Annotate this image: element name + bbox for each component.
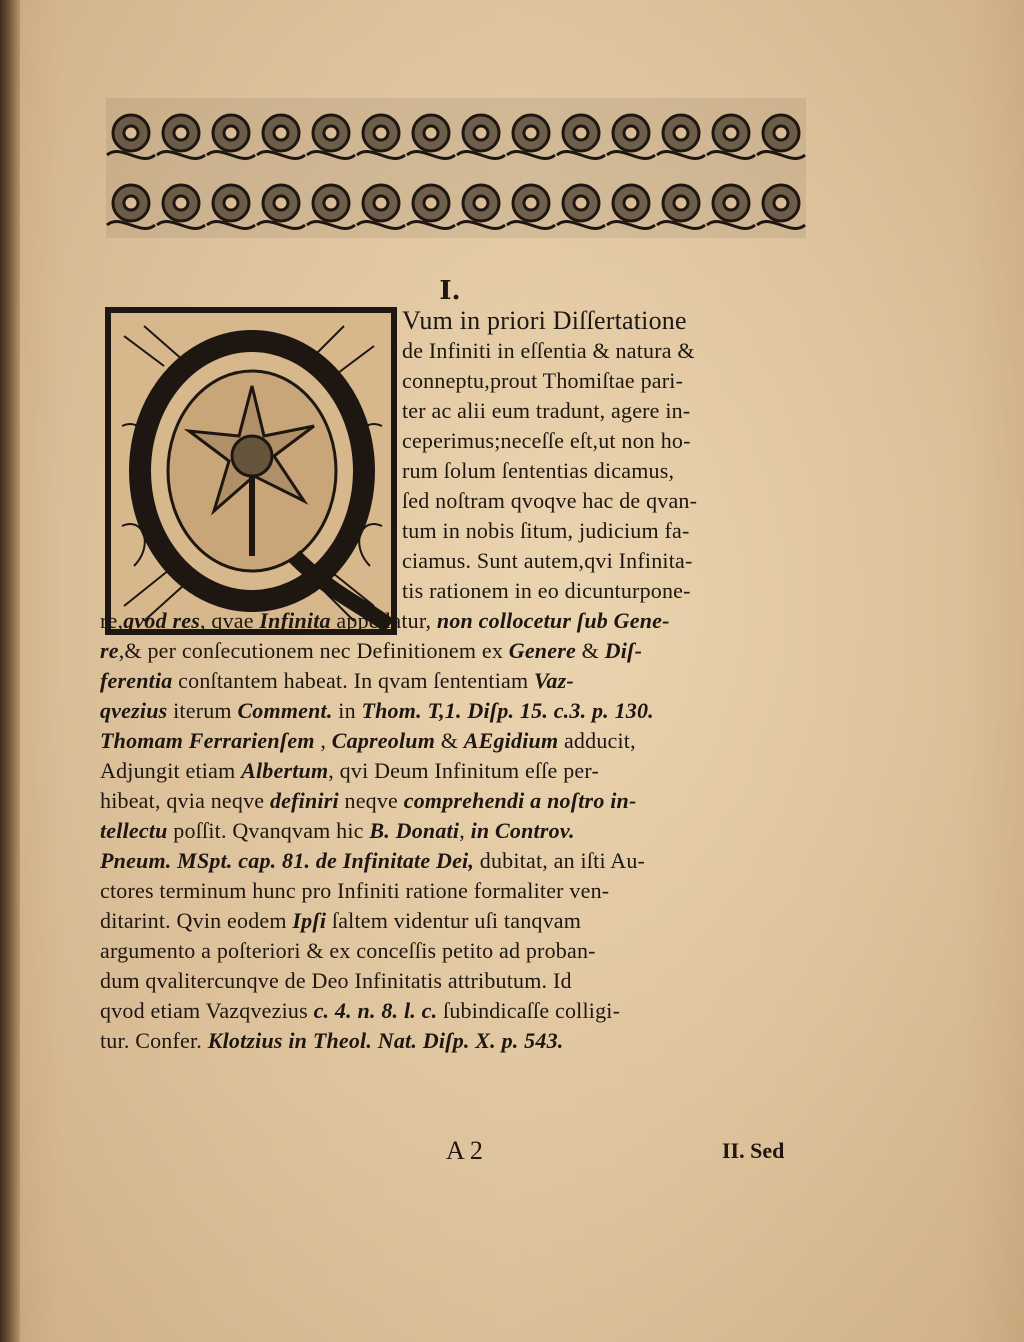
text-line	[100, 696, 654, 726]
italic-segment: qvod res	[123, 608, 200, 633]
text-segment: tis rationem in eo dicunturpone-	[402, 578, 691, 603]
text-segment: &	[435, 728, 464, 753]
text-line	[100, 906, 581, 936]
text-line	[402, 546, 693, 576]
ornament-flower-center	[674, 126, 688, 140]
text-line	[100, 816, 575, 846]
text-segment: appellatur,	[330, 608, 437, 633]
text-segment: ,	[459, 818, 471, 843]
ornament-flower-center	[374, 126, 388, 140]
italic-segment: Comment.	[237, 698, 333, 723]
italic-segment: Diſ-	[604, 638, 643, 663]
text-segment: conſtantem habeat. In qvam ſententiam	[172, 668, 534, 693]
text-segment: tur. Confer.	[100, 1028, 208, 1053]
text-segment: tum in nobis ſitum, judicium fa-	[402, 518, 690, 543]
italic-segment: c. 4. n. 8. l. c.	[313, 998, 438, 1023]
ornament-flower-center	[574, 196, 588, 210]
italic-segment: Ipſi	[292, 908, 327, 933]
text-segment: ditarint. Qvin eodem	[100, 908, 293, 933]
text-segment: ter ac alii eum tradunt, agere in-	[402, 398, 691, 423]
text-segment: re,	[100, 608, 124, 633]
text-segment: dum qvalitercunqve de Deo Infinitatis attributum. Id	[100, 968, 572, 993]
text-line	[402, 576, 691, 606]
text-segment: iterum	[167, 698, 238, 723]
text-line	[100, 606, 670, 636]
ornament-flower-center	[724, 196, 738, 210]
italic-segment: comprehendi a noſtro in-	[403, 788, 637, 813]
ornament-flower-center	[124, 196, 138, 210]
text-line	[402, 456, 674, 486]
italic-segment: B. Donati	[369, 818, 460, 843]
italic-segment: Albertum	[241, 758, 329, 783]
ornament-flower-center	[274, 126, 288, 140]
text-segment: argumento a poſteriori & ex conceſſis petito ad proban-	[100, 938, 596, 963]
italic-segment: Klotzius in Theol. Nat. Diſp. X. p. 543.	[207, 1028, 564, 1053]
text-segment: ,& per conſecutionem nec Definitionem ex	[118, 638, 509, 663]
italic-segment: qvezius	[100, 698, 168, 723]
italic-segment: in Controv.	[470, 818, 575, 843]
ornament-flower-center	[574, 126, 588, 140]
signature-mark: A 2	[446, 1136, 483, 1165]
text-line	[100, 936, 596, 966]
italic-segment: Thomam Ferrarienſem	[100, 728, 315, 753]
ornament-flower-center	[224, 126, 238, 140]
ornament-flower-center	[224, 196, 238, 210]
text-line	[100, 966, 572, 996]
text-segment: &	[575, 638, 605, 663]
text-segment: ſaltem videntur uſi tanqvam	[326, 908, 582, 933]
text-segment: Adjungit etiam	[100, 758, 242, 783]
text-line	[100, 726, 636, 756]
italic-segment: ferentia	[100, 668, 173, 693]
ornament-flower-center	[624, 126, 638, 140]
italic-segment: Pneum. MSpt. cap. 81. de Infinitate Dei,	[100, 848, 475, 873]
text-segment: ciamus. Sunt autem,qvi Infinita-	[402, 548, 693, 573]
text-line	[100, 876, 609, 906]
text-segment: poſſit. Qvanqvam hic	[167, 818, 370, 843]
text-segment: adducit,	[558, 728, 636, 753]
ornament-flower-center	[774, 196, 788, 210]
text-line	[100, 846, 645, 876]
italic-segment: Thom. T,1. Diſp. 15. c.3. p. 130.	[361, 698, 654, 723]
ornament-flower-center	[324, 196, 338, 210]
text-segment: hibeat, qvia neqve	[100, 788, 270, 813]
italic-segment: Genere	[508, 638, 576, 663]
italic-segment: tellectu	[100, 818, 168, 843]
text-segment: , qvi Deum Infinitum eſſe per-	[328, 758, 599, 783]
ornament-flower-center	[324, 126, 338, 140]
text-line	[402, 336, 695, 366]
text-segment: ctores terminum hunc pro Infiniti ratione formaliter ven-	[100, 878, 610, 903]
ornament-flower-center	[474, 196, 488, 210]
text-line	[402, 306, 687, 336]
text-segment: qvod etiam Vazqvezius	[100, 998, 314, 1023]
text-segment: dubitat, an iſti Au-	[474, 848, 646, 873]
text-line	[100, 996, 620, 1026]
text-line	[100, 666, 574, 696]
ornament-flower-center	[424, 126, 438, 140]
ornament-flower-center	[424, 196, 438, 210]
decorated-initial-q	[104, 306, 400, 636]
binding-gutter	[0, 0, 20, 1342]
ornament-flower-center	[174, 126, 188, 140]
ornament-flower-center	[174, 196, 188, 210]
text-line	[100, 636, 642, 666]
italic-segment: AEgidium	[463, 728, 559, 753]
text-line	[402, 516, 690, 546]
ornament-flower-center	[724, 126, 738, 140]
italic-segment: definiri	[269, 788, 339, 813]
text-segment: rum ſolum ſententias dicamus,	[402, 458, 675, 483]
text-segment: ſubindicaſſe colligi-	[437, 998, 621, 1023]
text-line	[402, 396, 690, 426]
text-segment: neqve	[338, 788, 404, 813]
text-line	[100, 1026, 563, 1056]
ornament-flower-center	[474, 126, 488, 140]
text-segment: , qvae	[199, 608, 260, 633]
text-line	[100, 756, 599, 786]
text-segment: ,	[314, 728, 332, 753]
text-segment: conneptu,prout Thomiſtae pari-	[402, 368, 684, 393]
ornament-flower-center	[774, 126, 788, 140]
text-segment: Vum in priori Diſſertatione	[402, 306, 687, 335]
italic-segment: Capreolum	[331, 728, 436, 753]
italic-segment: re	[100, 638, 119, 663]
ornament-flower-center	[274, 196, 288, 210]
text-segment: ſed noſtram qvoqve hac de qvan-	[402, 488, 698, 513]
ornament-flower-center	[524, 196, 538, 210]
headpiece-ornament	[106, 98, 806, 238]
section-number: I.	[439, 276, 461, 306]
text-segment: ceperimus;neceſſe eſt,ut non ho-	[402, 428, 691, 453]
ornament-flower-center	[524, 126, 538, 140]
ornament-flower-center	[674, 196, 688, 210]
italic-segment: Infinita	[259, 608, 331, 633]
text-line	[402, 486, 697, 516]
italic-segment: non collocetur ſub Gene-	[436, 608, 670, 633]
italic-segment: Vaz-	[534, 668, 574, 693]
text-line	[402, 426, 691, 456]
text-line	[100, 786, 637, 816]
text-segment: in	[332, 698, 362, 723]
text-line	[402, 366, 683, 396]
catchword: II. Sed	[722, 1138, 785, 1163]
ornament-flower-center	[624, 196, 638, 210]
ornament-flower-center	[374, 196, 388, 210]
ornament-flower-center	[124, 126, 138, 140]
text-segment: de Infiniti in eſſentia & natura &	[402, 338, 695, 363]
